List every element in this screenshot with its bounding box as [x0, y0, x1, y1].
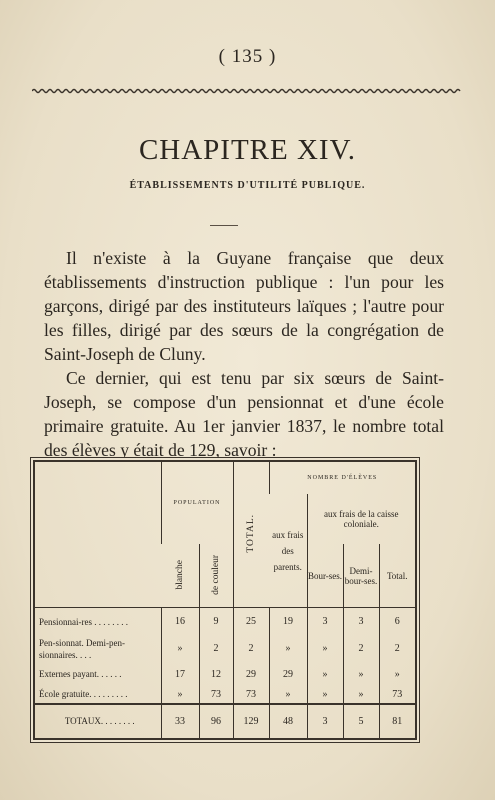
couleur-col-header: de couleur [199, 544, 233, 608]
row-label-pensionnaires: Pensionnai-res . . . . . . . . [35, 608, 161, 635]
group-label-pensionnat: Pen-sionnat. [39, 637, 84, 648]
nombre-eleves-header: NOMBRE D'ÉLÈVES [269, 462, 415, 494]
table-row: Externes payant. . . . . . 17 12 29 29 » » » [35, 663, 415, 686]
row-label-demi: Pen-sionnat. Demi-pen-sionnaires. . . . [39, 637, 125, 660]
blanche-col-header: blanche [174, 559, 185, 590]
population-header: POPULATION [161, 462, 233, 544]
decorative-rule [32, 88, 462, 94]
total2-col-header: Total. [379, 544, 415, 608]
page-number: ( 135 ) [218, 46, 277, 67]
row-label-externes: Externes payant. . . . . . [39, 669, 122, 680]
table-row: Pen-sionnat. Demi-pen-sionnaires. . . . » 2 2 » » 2 2 [35, 635, 415, 662]
demi-bourses-col-header: Demi-bour-ses. [343, 544, 379, 608]
table-row: École gratuite. . . . . . . . . » 73 73 » » » 73 [35, 685, 415, 703]
table-corner [35, 462, 161, 608]
table-row: Pensionnai-res . . . . . . . . 16 9 25 19 3 3 6 [35, 608, 415, 635]
paragraph-1: Il n'existe à la Guyane française que deux établissements d'instruction publique : l'un pour les garçons, dirigé par des instituteurs laïques ; l'autre pour les filles, dirigé par des sœurs de la congrégation de Saint-Joseph de Cluny. [44, 248, 444, 364]
aux-frais-parents-header: aux frais des parents. [272, 529, 304, 572]
bourses-col-header: Bour-ses. [307, 544, 343, 608]
body-text [44, 246, 444, 462]
total-col-header: TOTAL. [233, 462, 269, 608]
aux-frais-caisse-header: aux frais de la caisse coloniale. [307, 494, 415, 544]
row-label-ecole: École gratuite. . . . . . . . . [39, 689, 128, 700]
totals-row: TOTAUX. . . . . . . . 33 96 129 48 3 5 81 [35, 704, 415, 738]
divider [210, 225, 238, 226]
chapter-title: CHAPITRE XIV. [138, 134, 357, 166]
paragraph-2: Ce dernier, qui est tenu par six sœurs de Saint-Joseph, se compose d'un pensionnat et d'une école primaire gratuite. Au 1er janvier 1837, le nombre total des élèves y était de 129, savoir : [44, 368, 444, 460]
section-title: ÉTABLISSEMENTS D'UTILITÉ PUBLIQUE. [129, 180, 366, 191]
statistics-table [33, 460, 417, 740]
row-label-totaux: TOTAUX. . . . . . . . [35, 704, 161, 738]
